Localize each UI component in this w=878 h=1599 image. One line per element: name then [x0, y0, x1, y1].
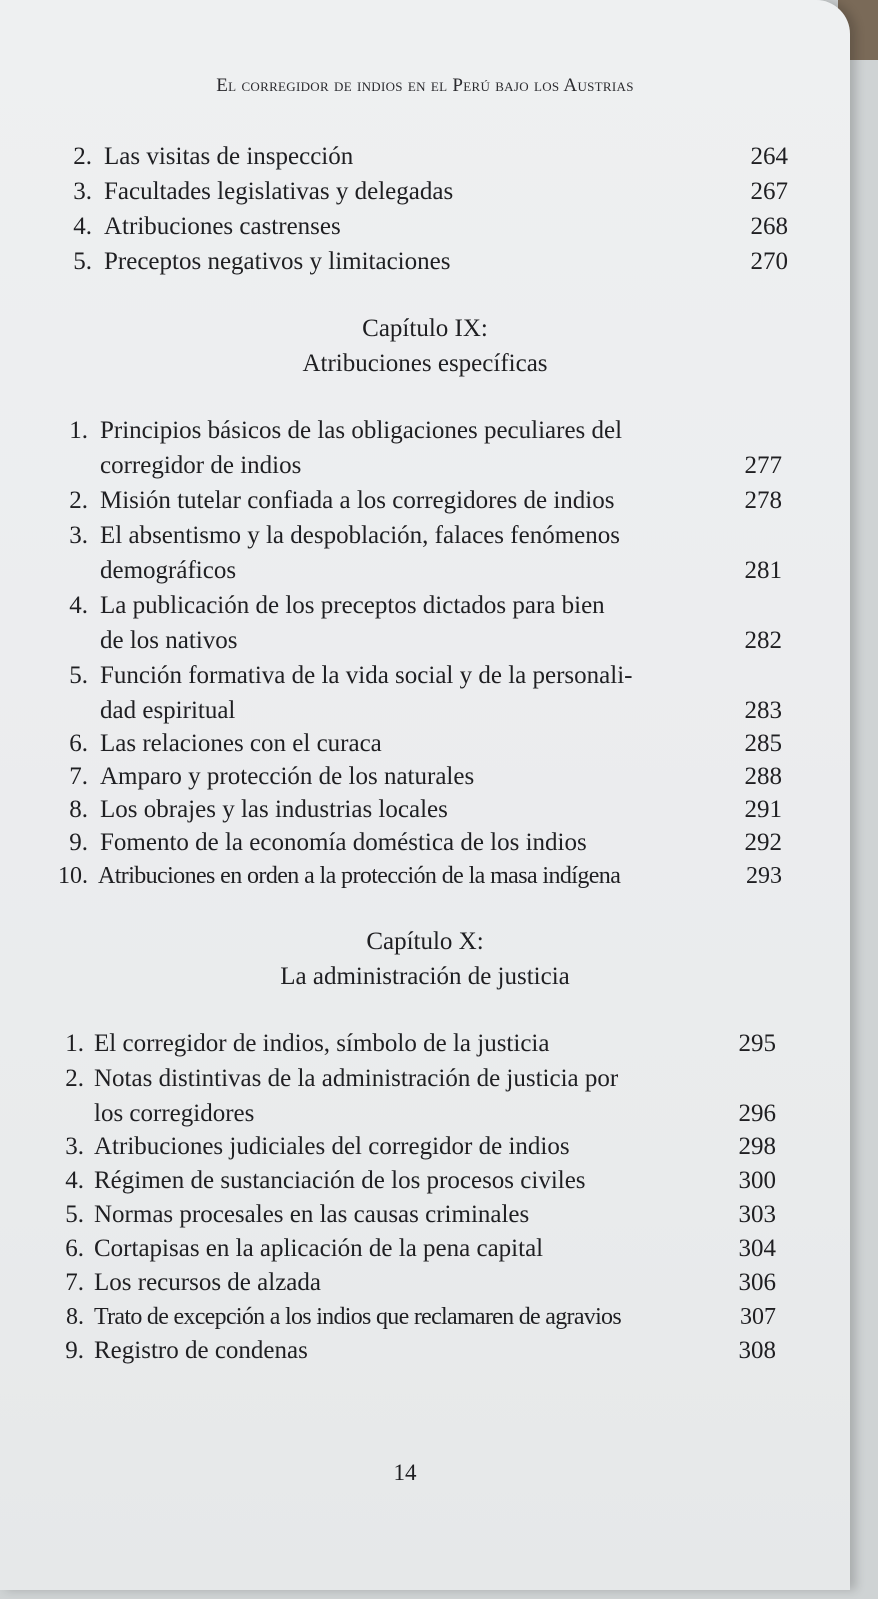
- entry-title: Atribuciones en orden a la protección de la masa indígena: [98, 863, 621, 889]
- entry-page: 308: [738, 1337, 776, 1364]
- entry-page: 307: [740, 1304, 776, 1330]
- entry-title: Atribuciones castrenses: [104, 213, 341, 240]
- entry-number: 2.: [65, 1065, 84, 1092]
- entry-title: Normas procesales en las causas criminales: [94, 1201, 530, 1228]
- toc-entry-continuation: [0, 554, 850, 588]
- entry-page: 295: [738, 1030, 776, 1057]
- toc-entry: [0, 760, 850, 794]
- entry-title: Los recursos de alzada: [94, 1269, 321, 1296]
- entry-number: 3.: [73, 178, 92, 205]
- entry-title: Las relaciones con el curaca: [100, 730, 382, 757]
- page-number: 14: [393, 1460, 417, 1485]
- entry-title: Preceptos negativos y limitaciones: [104, 248, 451, 275]
- entry-title: El corregidor de indios, símbolo de la justicia: [94, 1030, 550, 1057]
- entry-page: 282: [744, 627, 782, 654]
- entry-page: 268: [750, 213, 788, 240]
- entry-title-line: corregidor de indios: [100, 452, 302, 479]
- entry-page: 291: [744, 796, 782, 823]
- entry-number: 3.: [65, 1133, 84, 1160]
- entry-page: 296: [738, 1100, 776, 1127]
- entry-number: 5.: [69, 662, 88, 689]
- toc-entry: [0, 859, 850, 893]
- toc-entry: [0, 826, 850, 860]
- toc-entry: [0, 1198, 850, 1232]
- entry-page: 303: [738, 1201, 776, 1228]
- toc-entry: [0, 175, 850, 209]
- entry-title: Cortapisas en la aplicación de la pena capital: [94, 1235, 544, 1262]
- entry-number: 10.: [58, 863, 88, 889]
- chapter-title: Atribuciones específicas: [302, 350, 548, 377]
- entry-title: La publicación de los preceptos dictados para bien: [100, 592, 605, 619]
- toc-entry: [0, 1232, 850, 1266]
- toc-entry: [0, 1266, 850, 1300]
- toc-entry: [0, 519, 850, 553]
- entry-page: 285: [744, 730, 782, 757]
- entry-title: Fomento de la economía doméstica de los indios: [100, 829, 587, 856]
- entry-title: Las visitas de inspección: [104, 143, 354, 170]
- entry-page: 304: [738, 1235, 776, 1262]
- entry-title: Registro de condenas: [94, 1337, 308, 1364]
- entry-page: 278: [744, 487, 782, 514]
- entry-number: 5.: [73, 248, 92, 275]
- chapter-heading: Capítulo IX:: [362, 315, 488, 342]
- entry-title: Notas distintivas de la administración de justicia por: [94, 1065, 619, 1092]
- running-head: El corregidor de indios en el Perú bajo los Austrias: [216, 75, 634, 96]
- entry-page: 264: [750, 143, 788, 170]
- entry-title-line: demográficos: [100, 557, 237, 584]
- toc-entry-continuation: [0, 449, 850, 483]
- entry-title-line: los corregidores: [94, 1100, 255, 1127]
- entry-title: Misión tutelar confiada a los corregidores de indios: [100, 487, 615, 514]
- entry-number: 8.: [69, 796, 88, 823]
- toc-entry: [0, 414, 850, 448]
- toc-entry: [0, 1130, 850, 1164]
- toc-entry-continuation: [0, 624, 850, 658]
- entry-number: 5.: [65, 1201, 84, 1228]
- entry-title: El absentismo y la despoblación, falaces fenómenos: [100, 522, 620, 549]
- toc-entry: [0, 659, 850, 693]
- toc-entry: [0, 210, 850, 244]
- entry-page: 267: [750, 178, 788, 205]
- entry-number: 6.: [65, 1235, 84, 1262]
- toc-entry: [0, 589, 850, 623]
- toc-entry: [0, 1164, 850, 1198]
- entry-number: 3.: [69, 522, 88, 549]
- toc-entry: [0, 727, 850, 761]
- entry-title: Facultades legislativas y delegadas: [104, 178, 454, 205]
- entry-number: 4.: [65, 1167, 84, 1194]
- entry-title: Régimen de sustanciación de los procesos civiles: [94, 1167, 586, 1194]
- toc-entry: [0, 484, 850, 518]
- entry-page: 293: [746, 863, 782, 889]
- entry-title: Trato de excepción a los indios que reclamaren de agravios: [94, 1304, 621, 1330]
- entry-title: Los obrajes y las industrias locales: [100, 796, 448, 823]
- entry-number: 6.: [69, 730, 88, 757]
- entry-page: 300: [738, 1167, 776, 1194]
- toc-entry: [0, 245, 850, 279]
- toc-entry: [0, 1062, 850, 1096]
- entry-number: 1.: [65, 1030, 84, 1057]
- entry-page: 292: [744, 829, 782, 856]
- entry-page: 270: [750, 248, 788, 275]
- entry-number: 1.: [69, 417, 88, 444]
- entry-number: 4.: [73, 213, 92, 240]
- entry-page: 298: [738, 1133, 776, 1160]
- entry-page: 283: [744, 697, 782, 724]
- entry-page: 288: [744, 763, 782, 790]
- entry-title: Principios básicos de las obligaciones peculiares del: [100, 417, 623, 444]
- toc-entry: [0, 1300, 850, 1334]
- entry-number: 2.: [73, 143, 92, 170]
- entry-page: 306: [738, 1269, 776, 1296]
- toc-entry-continuation: [0, 1097, 850, 1131]
- entry-number: 8.: [66, 1304, 84, 1330]
- entry-number: 7.: [69, 763, 88, 790]
- entry-title: Amparo y protección de los naturales: [100, 763, 475, 790]
- toc-entry: [0, 1027, 850, 1061]
- chapter-title: La administración de justicia: [280, 963, 570, 990]
- toc-entry: [0, 793, 850, 827]
- entry-number: 9.: [69, 829, 88, 856]
- entry-number: 2.: [69, 487, 88, 514]
- entry-title: Función formativa de la vida social y de la personali-: [100, 662, 633, 689]
- toc-entry: [0, 140, 850, 174]
- entry-number: 9.: [65, 1337, 84, 1364]
- entry-page: 277: [744, 452, 782, 479]
- entry-title: Atribuciones judiciales del corregidor de indios: [94, 1133, 570, 1160]
- entry-number: 7.: [65, 1269, 84, 1296]
- entry-page: 281: [744, 557, 782, 584]
- entry-number: 4.: [69, 592, 88, 619]
- entry-title-line: dad espiritual: [100, 697, 236, 724]
- entry-title-line: de los nativos: [100, 627, 238, 654]
- chapter-heading: Capítulo X:: [366, 928, 484, 955]
- toc-entry: [0, 1334, 850, 1368]
- toc-entry-continuation: [0, 694, 850, 728]
